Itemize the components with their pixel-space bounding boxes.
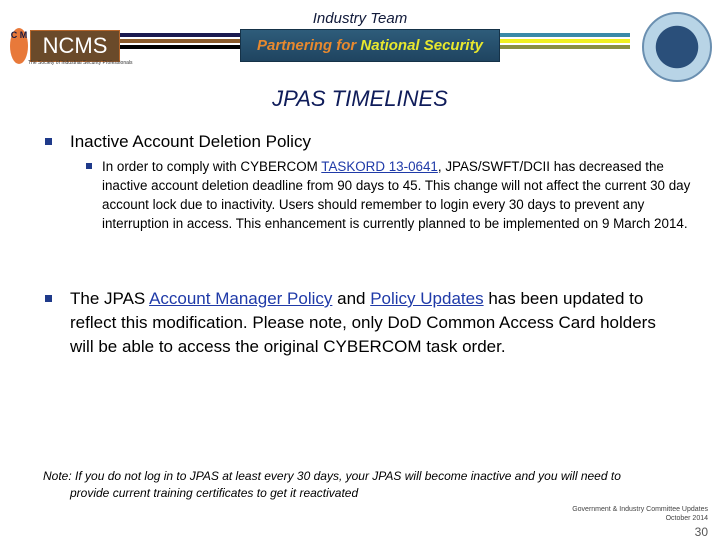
note-line: Note: If you do not log in to JPAS at least every 30 days, your JPAS will become inactive and you will need to bbox=[43, 469, 621, 483]
logo-tagline: The Society of Industrial Security Professionals bbox=[28, 60, 133, 66]
text: In order to comply with CYBERCOM bbox=[102, 159, 322, 174]
note bbox=[43, 468, 683, 502]
stripe bbox=[120, 33, 240, 37]
bullet-icon bbox=[45, 295, 52, 302]
note-line: provide current training certificates to get it reactivated bbox=[70, 486, 359, 500]
stripe bbox=[120, 39, 240, 43]
bullet-icon bbox=[45, 138, 52, 145]
footer bbox=[572, 505, 708, 523]
text: has been updated to reflect this modification. Please note, only DoD Common Access Card holders will be able to access the original CYBERCOM task order. bbox=[70, 289, 656, 356]
footer-line: Government & Industry Committee Updates bbox=[572, 506, 708, 513]
ncms-logo bbox=[10, 28, 133, 66]
page-title: JPAS TIMELINES bbox=[272, 86, 448, 111]
banner bbox=[240, 29, 500, 62]
stripe bbox=[500, 45, 630, 49]
industry-team-label: Industry Team bbox=[312, 10, 408, 27]
bullet-icon bbox=[86, 163, 92, 169]
cm-logo-mark: C M bbox=[10, 28, 28, 64]
banner-text-2: National Security bbox=[360, 37, 483, 54]
text: The JPAS bbox=[70, 289, 150, 308]
taskord-link[interactable]: TASKORD 13-0641 bbox=[321, 159, 438, 174]
sub-bullet-text bbox=[102, 157, 692, 233]
banner-text-1: Partnering for bbox=[257, 37, 361, 54]
page-number: 30 bbox=[694, 525, 708, 539]
stripe bbox=[120, 45, 240, 49]
agency-seal-icon bbox=[642, 12, 712, 82]
bullet-text bbox=[70, 287, 680, 359]
ncms-logo-text: NCMS bbox=[30, 30, 120, 62]
account-manager-policy-link[interactable]: Account Manager Policy bbox=[149, 289, 333, 308]
footer-date: October 2014 bbox=[665, 515, 708, 522]
text: , JPAS/SWFT/DCII has decreased the inactive account deletion deadline from 90 days to 45. This change will not affect the current 30 day account lock due to inactivity. Users should remember to login every 30 days to prevent any interruption in access. This enhancement is currently planned to be implemented on 9 March 2014. bbox=[102, 159, 691, 231]
text: and bbox=[332, 289, 371, 308]
stripe bbox=[500, 39, 630, 43]
stripe bbox=[500, 33, 630, 37]
bullet-heading: Inactive Account Deletion Policy bbox=[70, 132, 311, 151]
policy-updates-link[interactable]: Policy Updates bbox=[370, 289, 484, 308]
